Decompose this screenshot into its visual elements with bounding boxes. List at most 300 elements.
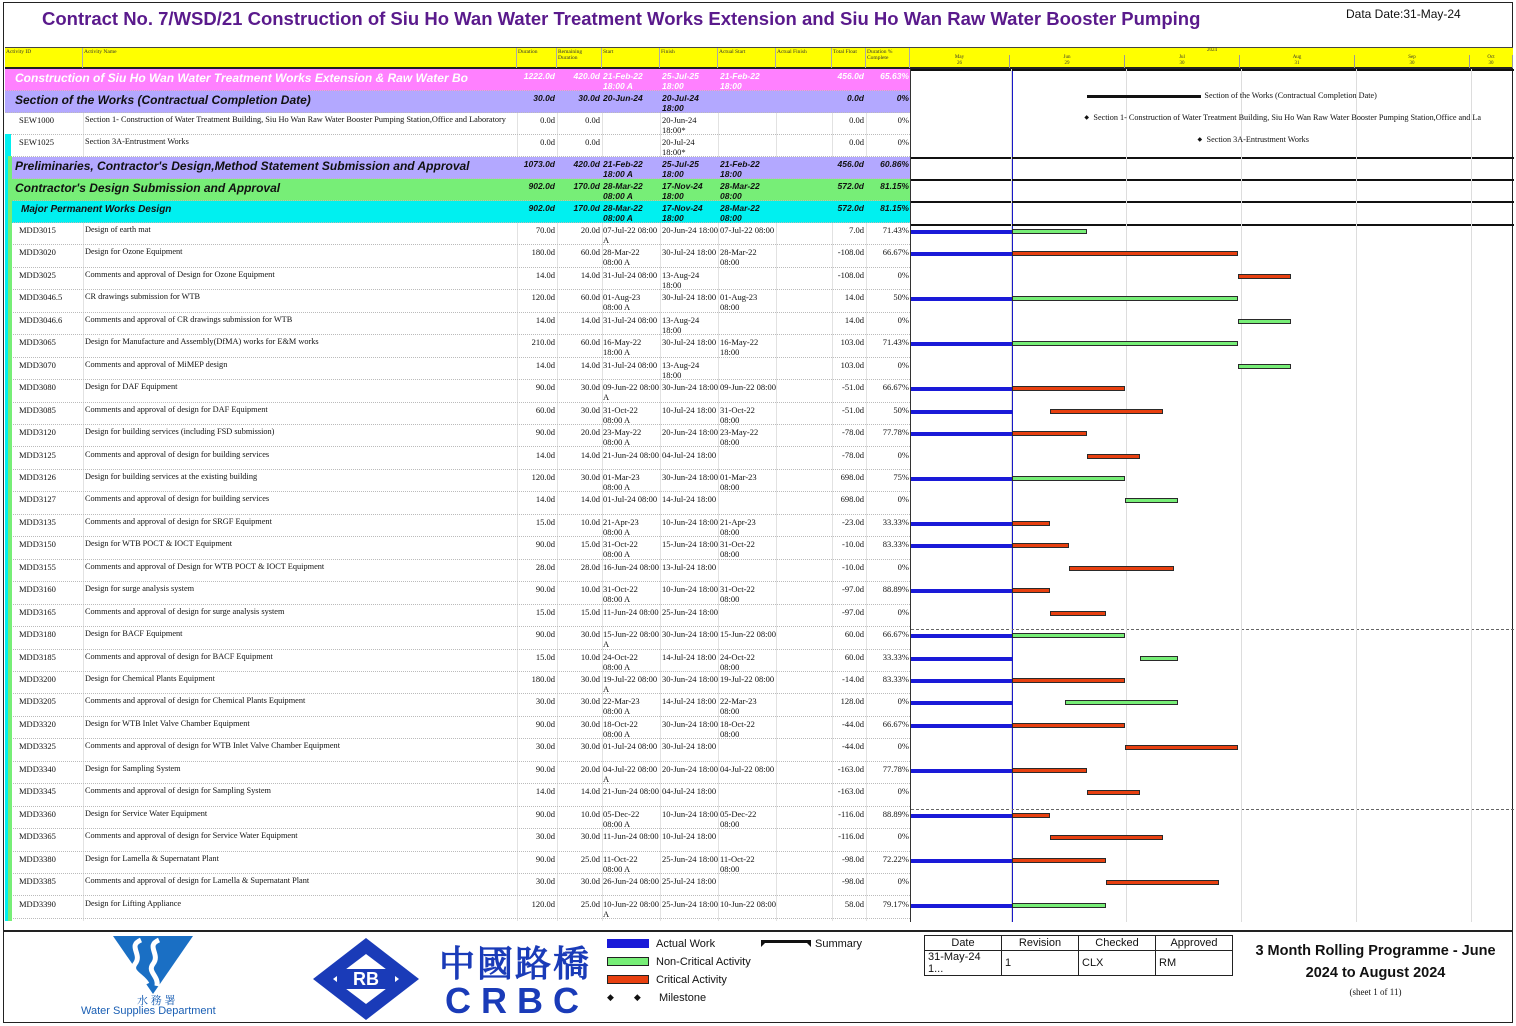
cell-actual-start: 05-Dec-22 08:00 xyxy=(720,808,757,829)
cell-activity-name: CR drawings submission for WTB xyxy=(85,292,201,302)
timeline-month xyxy=(1125,55,1240,68)
cell-start: 11-Jun-24 08:00 xyxy=(603,831,659,842)
activity-row[interactable] xyxy=(5,290,910,312)
activity-row[interactable] xyxy=(5,492,910,514)
rev-checked: CLX xyxy=(1079,951,1156,976)
timeline-month xyxy=(1470,55,1513,68)
cell-actual-start: 09-Jun-22 08:00 xyxy=(720,382,776,393)
cell-start: 18-Oct-22 08:00 A xyxy=(603,718,638,739)
actual-work-bar[interactable] xyxy=(911,657,1012,661)
cell-finish: 14-Jul-24 18:00 xyxy=(662,696,717,707)
milestone-row[interactable] xyxy=(5,113,910,135)
cell-activity-name: Design for WTB POCT & IOCT Equipment xyxy=(85,539,233,549)
cell-remaining: 0.0d xyxy=(585,137,600,147)
activity-row[interactable] xyxy=(5,717,910,739)
activity-row[interactable] xyxy=(5,245,910,267)
cell-remaining: 30.0d xyxy=(580,718,600,729)
cell-activity-name: Design for Manufacture and Assembly(DfMA) works for E&M works xyxy=(85,337,319,347)
cell-actual-start: 28-Mar-22 08:00 xyxy=(720,247,757,268)
cell-activity-name: Design for DAF Equipment xyxy=(85,382,178,392)
wbs-band-name: Major Permanent Works Design xyxy=(21,204,172,215)
non-critical-activity-bar[interactable] xyxy=(1140,656,1178,661)
cell-activity-name: Design for Service Water Equipment xyxy=(85,808,208,818)
activity-row[interactable] xyxy=(5,784,910,806)
rev-header-revision: Revision xyxy=(1002,936,1079,951)
cell-remaining: 10.0d xyxy=(580,584,600,595)
activity-row[interactable] xyxy=(5,672,910,694)
cell-total-float: 0.0d xyxy=(849,115,864,125)
wbs-band-name: Construction of Siu Ho Wan Water Treatment Works Extension & Raw Water Bo xyxy=(15,71,468,85)
col-actual-start[interactable]: Actual Start xyxy=(718,48,776,68)
actual-work-bar[interactable] xyxy=(911,859,1012,863)
cell-finish: 17-Nov-24 18:00 xyxy=(662,181,703,201)
timeline-week-label: 30 xyxy=(1409,61,1415,66)
activity-row[interactable] xyxy=(5,223,910,245)
cell-duration: 15.0d xyxy=(535,606,555,617)
critical-activity-bar[interactable] xyxy=(1012,813,1050,818)
cell-start: 01-Jul-24 08:00 xyxy=(603,494,658,505)
cell-total-float: -78.0d xyxy=(842,427,864,438)
cell-duration: 30.0d xyxy=(535,741,555,752)
cell-total-float: -163.0d xyxy=(837,763,864,774)
cell-activity-name: Comments and approval of design for building services xyxy=(85,494,270,504)
cell-duration-pct: 33.33% xyxy=(882,651,909,662)
cell-start: 05-Dec-22 08:00 A xyxy=(603,808,640,829)
rb-logo-text: RB xyxy=(353,969,379,989)
cell-activity-id: MDD3127 xyxy=(19,494,56,505)
cell-remaining: 15.0d xyxy=(580,539,600,550)
cell-duration-pct: 0% xyxy=(897,696,909,707)
wbs-band-row[interactable] xyxy=(5,201,910,223)
cell-duration: 120.0d xyxy=(531,471,555,482)
activity-row[interactable] xyxy=(5,605,910,627)
cell-actual-start: 15-Jun-22 08:00 xyxy=(720,629,776,640)
cell-duration-pct: 65.63% xyxy=(880,71,909,81)
cell-activity-name: Design of earth mat xyxy=(85,225,151,234)
activity-row[interactable] xyxy=(5,739,910,761)
cell-duration-pct: 88.89% xyxy=(882,584,909,595)
cell-duration-pct: 0% xyxy=(897,314,909,325)
cell-duration: 30.0d xyxy=(535,696,555,707)
cell-total-float: -97.0d xyxy=(842,606,864,617)
cell-duration: 28.0d xyxy=(535,561,555,572)
cell-activity-name: Comments and approval of design for WTB Inlet Valve Chamber Equipment xyxy=(85,741,340,751)
cell-activity-name: Comments and approval of design for BACF Equipment xyxy=(85,651,273,661)
col-remaining[interactable]: Remaining Duration xyxy=(557,48,602,68)
cell-start: 16-Jun-24 08:00 xyxy=(603,561,659,572)
non-critical-activity-bar[interactable] xyxy=(1012,633,1125,638)
page-break-line xyxy=(911,629,1514,630)
cell-remaining: 20.0d xyxy=(580,225,600,235)
cell-total-float: -108.0d xyxy=(837,269,864,280)
non-critical-activity-bar[interactable] xyxy=(1238,364,1291,369)
milestone-label: Section 3A-Entrustment Works xyxy=(1206,135,1309,144)
group-indent-strip xyxy=(8,156,12,921)
activity-row[interactable] xyxy=(5,268,910,290)
activity-row[interactable] xyxy=(5,335,910,357)
cell-duration: 180.0d xyxy=(531,674,555,684)
cell-finish: 30-Jul-24 18:00 xyxy=(662,337,717,348)
cell-activity-id: MDD3070 xyxy=(19,359,56,370)
cell-finish: 30-Jun-24 18:00 xyxy=(662,382,718,393)
cell-remaining: 14.0d xyxy=(580,494,600,505)
cell-total-float: 7.0d xyxy=(849,225,864,235)
cell-remaining: 30.0d xyxy=(580,382,600,393)
cell-start: 19-Jul-22 08:00 A xyxy=(603,674,658,694)
cell-start: 09-Jun-22 08:00 A xyxy=(603,382,659,403)
cell-total-float: -108.0d xyxy=(837,247,864,258)
wsd-chinese-name: 水 務 署 xyxy=(137,995,176,1007)
cell-duration-pct: 0% xyxy=(896,93,909,103)
cell-finish: 30-Jun-24 18:00 xyxy=(662,471,718,482)
col-activity-id[interactable]: Activity ID xyxy=(5,48,83,68)
col-duration[interactable]: Duration xyxy=(517,48,557,68)
cell-start: 24-Oct-22 08:00 A xyxy=(603,651,638,672)
cell-activity-id: SEW1000 xyxy=(19,115,54,125)
critical-activity-bar[interactable] xyxy=(1012,543,1069,548)
band-separator xyxy=(911,224,1514,226)
month-gridline xyxy=(1471,69,1472,922)
cell-total-float: -98.0d xyxy=(842,853,864,864)
activity-row[interactable] xyxy=(5,313,910,335)
band-separator xyxy=(911,201,1514,203)
actual-work-bar[interactable] xyxy=(911,701,1012,705)
activity-row[interactable] xyxy=(5,874,910,896)
cell-finish: 25-Jun-24 18:00 xyxy=(662,853,718,864)
activity-row[interactable] xyxy=(5,537,910,559)
cell-duration-pct: 66.67% xyxy=(882,629,909,640)
activity-row[interactable] xyxy=(5,560,910,582)
activity-row[interactable] xyxy=(5,515,910,537)
cell-duration-pct: 77.78% xyxy=(882,763,909,774)
cell-remaining: 14.0d xyxy=(580,314,600,325)
band-separator xyxy=(911,179,1514,181)
activity-row[interactable] xyxy=(5,694,910,716)
cell-actual-start: 10-Jun-22 08:00 xyxy=(720,898,776,909)
critical-activity-bar[interactable] xyxy=(1050,611,1107,616)
cell-activity-id: MDD3046.5 xyxy=(19,292,63,303)
legend-milestone-label: Milestone xyxy=(659,992,707,1004)
cell-activity-id: MDD3200 xyxy=(19,674,56,684)
cell-remaining: 30.0d xyxy=(580,404,600,415)
cell-activity-name: Design for building services (including FSD submission) xyxy=(85,427,275,437)
cell-start: 21-Feb-22 18:00 A xyxy=(603,71,643,91)
cell-remaining: 420.0d xyxy=(573,71,600,81)
cell-activity-id: MDD3320 xyxy=(19,718,56,729)
cell-duration: 0.0d xyxy=(540,115,555,125)
cell-finish: 10-Jun-24 18:00 xyxy=(662,516,718,527)
actual-work-bar[interactable] xyxy=(911,410,1012,414)
cell-duration: 30.0d xyxy=(535,831,555,842)
cell-start: 21-Jun-24 08:00 xyxy=(603,449,659,460)
actual-work-bar[interactable] xyxy=(911,387,1012,391)
cell-total-float: -44.0d xyxy=(842,741,864,752)
activity-row[interactable] xyxy=(5,829,910,851)
rb-logo-icon xyxy=(311,936,421,1022)
cell-start: 23-May-22 08:00 A xyxy=(603,427,642,448)
col-total-float[interactable]: Total Float xyxy=(832,48,866,68)
cell-start: 01-Jul-24 08:00 xyxy=(603,741,658,752)
cell-duration: 120.0d xyxy=(531,898,555,909)
actual-work-bar[interactable] xyxy=(911,432,1012,436)
cell-duration-pct: 75% xyxy=(893,471,909,482)
rev-header-date: Date xyxy=(925,936,1002,951)
activity-row[interactable] xyxy=(5,358,910,380)
cell-actual-start: 21-Feb-22 18:00 xyxy=(720,71,760,91)
cell-activity-name: Comments and approval of design for Lamella & Supernatant Plant xyxy=(85,876,310,886)
critical-activity-bar[interactable] xyxy=(1069,566,1175,571)
cell-activity-id: MDD3360 xyxy=(19,808,56,819)
cell-total-float: -10.0d xyxy=(842,539,864,550)
wbs-band-row[interactable] xyxy=(5,157,910,179)
cell-actual-start: 19-Jul-22 08:00 xyxy=(720,674,775,684)
cell-duration-pct: 81.15% xyxy=(880,181,909,191)
activity-row[interactable] xyxy=(5,762,910,784)
critical-activity-bar[interactable] xyxy=(1087,790,1140,795)
cell-duration-pct: 71.43% xyxy=(882,337,909,348)
cell-total-float: 0.0d xyxy=(849,137,864,147)
activity-row[interactable] xyxy=(5,852,910,874)
cell-duration-pct: 0% xyxy=(897,115,909,125)
activity-row[interactable] xyxy=(5,448,910,470)
critical-activity-bar[interactable] xyxy=(1106,880,1219,885)
actual-work-bar[interactable] xyxy=(911,477,1012,481)
cell-finish: 15-Jun-24 18:00 xyxy=(662,539,718,550)
actual-work-bar[interactable] xyxy=(911,769,1012,773)
cell-activity-id: MDD3345 xyxy=(19,786,56,797)
col-actual-finish[interactable]: Actual Finish xyxy=(776,48,832,68)
cell-start: 21-Apr-23 08:00 A xyxy=(603,516,639,537)
non-critical-activity-bar[interactable] xyxy=(1125,498,1178,503)
cell-start: 07-Jul-22 08:00 A xyxy=(603,225,658,245)
cell-finish: 25-Jun-24 18:00 xyxy=(662,898,718,909)
cell-remaining: 20.0d xyxy=(580,427,600,438)
timeline-week-label: 29 xyxy=(1064,61,1070,66)
actual-work-bar[interactable] xyxy=(911,252,1012,256)
non-critical-activity-bar[interactable] xyxy=(1012,296,1238,301)
cell-total-float: 456.0d xyxy=(837,71,864,81)
activity-row[interactable] xyxy=(5,582,910,604)
col-finish[interactable]: Finish xyxy=(660,48,718,68)
timeline-week-label: 30 xyxy=(1488,61,1494,66)
milestone-icon[interactable]: ◆ xyxy=(1084,115,1090,121)
activity-row[interactable] xyxy=(5,380,910,402)
milestone-icon[interactable]: ◆ xyxy=(1197,137,1203,143)
band-separator xyxy=(911,69,1514,71)
rev-number: 1 xyxy=(1002,951,1079,976)
cell-start: 31-Oct-22 08:00 A xyxy=(603,539,638,560)
cell-remaining: 30.0d xyxy=(580,741,600,752)
cell-duration: 60.0d xyxy=(535,404,555,415)
cell-finish: 20-Jun-24 18:00 xyxy=(662,225,718,235)
cell-finish: 20-Jun-24 18:00* xyxy=(662,115,697,135)
cell-finish: 04-Jul-24 18:00 xyxy=(662,449,717,460)
activity-row[interactable] xyxy=(5,650,910,672)
wbs-band-row[interactable] xyxy=(5,91,910,113)
cell-remaining: 14.0d xyxy=(580,449,600,460)
cell-total-float: 14.0d xyxy=(844,314,864,325)
cell-duration-pct: 33.33% xyxy=(882,516,909,527)
cell-activity-name: Design for Ozone Equipment xyxy=(85,247,183,257)
critical-activity-bar[interactable] xyxy=(1012,768,1087,773)
critical-activity-bar[interactable] xyxy=(1012,386,1125,391)
actual-work-bar[interactable] xyxy=(911,522,1012,526)
cell-finish: 20-Jul-24 18:00 xyxy=(662,93,699,113)
timeline-month-label: Aug xyxy=(1292,55,1302,60)
wbs-band-row[interactable] xyxy=(5,179,910,201)
critical-activity-bar[interactable] xyxy=(1012,521,1050,526)
cell-activity-name: Comments and approval of design for Sampling System xyxy=(85,786,271,796)
cell-total-float: 103.0d xyxy=(840,359,864,370)
cell-start: 10-Jun-22 08:00 A xyxy=(603,898,659,919)
critical-activity-bar[interactable] xyxy=(1238,274,1291,279)
actual-work-bar[interactable] xyxy=(911,230,1012,234)
cell-start: 21-Jun-24 08:00 xyxy=(603,786,659,797)
summary-bar[interactable] xyxy=(1087,95,1200,98)
critical-activity-bar[interactable] xyxy=(1050,409,1163,414)
cell-activity-name: Comments and approval of Design for WTB POCT & IOCT Equipment xyxy=(85,561,325,571)
cell-total-float: -14.0d xyxy=(842,674,864,684)
col-activity-name[interactable]: Activity Name xyxy=(83,48,517,68)
timeline-header xyxy=(910,48,1513,68)
activity-row[interactable] xyxy=(5,807,910,829)
cell-finish: 30-Jun-24 18:00 xyxy=(662,674,718,684)
actual-work-bar[interactable] xyxy=(911,814,1012,818)
cell-duration: 90.0d xyxy=(535,853,555,864)
timeline-week-label: 26 xyxy=(957,61,962,66)
non-critical-activity-bar[interactable] xyxy=(1012,476,1125,481)
critical-activity-bar[interactable] xyxy=(1012,678,1125,683)
critical-activity-bar[interactable] xyxy=(1012,431,1087,436)
cell-total-float: -51.0d xyxy=(842,404,864,415)
cell-finish: 25-Jul-25 18:00 xyxy=(662,71,699,91)
cell-activity-name: Comments and approval of Design for Ozone Equipment xyxy=(85,269,275,279)
cell-finish: 20-Jul-24 18:00* xyxy=(662,137,695,157)
actual-work-bar[interactable] xyxy=(911,589,1012,593)
cell-remaining: 14.0d xyxy=(580,786,600,797)
actual-work-bar[interactable] xyxy=(911,342,1012,346)
cell-activity-name: Design for WTB Inlet Valve Chamber Equipment xyxy=(85,718,250,728)
cell-remaining: 20.0d xyxy=(580,763,600,774)
cell-total-float: -97.0d xyxy=(842,584,864,595)
cell-duration-pct: 66.67% xyxy=(882,247,909,258)
critical-activity-bar[interactable] xyxy=(1125,745,1238,750)
non-critical-activity-bar[interactable] xyxy=(1012,903,1106,908)
cell-activity-name: Comments and approval of design for SRGF Equipment xyxy=(85,516,272,526)
col-duration-pct[interactable]: Duration % Complete xyxy=(866,48,910,68)
cell-total-float: 572.0d xyxy=(837,203,864,213)
rev-header-approved: Approved xyxy=(1156,936,1233,951)
cell-duration: 120.0d xyxy=(531,292,555,303)
cell-duration: 14.0d xyxy=(535,786,555,797)
non-critical-activity-bar[interactable] xyxy=(1012,341,1238,346)
cell-activity-id: MDD3340 xyxy=(19,763,56,774)
cell-start: 04-Jul-22 08:00 A xyxy=(603,763,658,784)
cell-total-float: 128.0d xyxy=(840,696,864,707)
milestone-row[interactable] xyxy=(5,135,910,157)
cell-duration: 180.0d xyxy=(531,247,555,258)
cell-remaining: 170.0d xyxy=(573,181,600,191)
critical-activity-bar[interactable] xyxy=(1012,251,1238,256)
month-gridline xyxy=(1356,69,1357,922)
timeline-month-label: May xyxy=(954,55,965,60)
cell-activity-name: Design for building services at the existing building xyxy=(85,471,258,481)
page-break-line xyxy=(911,809,1514,810)
actual-work-bar[interactable] xyxy=(911,904,1012,908)
cell-start: 20-Jun-24 xyxy=(603,93,643,103)
cell-finish: 25-Jul-25 18:00 xyxy=(662,159,699,179)
cell-finish: 13-Aug-24 18:00 xyxy=(662,269,700,290)
cell-actual-start: 18-Oct-22 08:00 xyxy=(720,718,755,739)
actual-work-bar[interactable] xyxy=(911,634,1012,638)
cell-start: 01-Mar-23 08:00 A xyxy=(603,471,640,492)
cell-activity-id: MDD3020 xyxy=(19,247,56,258)
cell-activity-name: Comments and approval of CR drawings submission for WTB xyxy=(85,314,293,324)
cell-total-float: 698.0d xyxy=(840,471,864,482)
cell-remaining: 30.0d xyxy=(580,674,600,684)
actual-work-bar[interactable] xyxy=(911,679,1012,683)
cell-actual-start: 22-Mar-23 08:00 xyxy=(720,696,757,717)
cell-remaining: 30.0d xyxy=(580,696,600,707)
schedule-grid xyxy=(5,47,1513,923)
critical-activity-bar[interactable] xyxy=(1012,723,1125,728)
cell-start: 26-Jun-24 08:00 xyxy=(603,876,659,887)
cell-activity-name: Comments and approval of design for surge analysis system xyxy=(85,606,285,616)
legend-summary-label: Summary xyxy=(815,938,863,950)
non-critical-activity-bar[interactable] xyxy=(1012,229,1087,234)
cell-duration-pct: 88.89% xyxy=(882,808,909,819)
cell-remaining: 30.0d xyxy=(578,93,600,103)
cell-activity-name: Section 1- Construction of Water Treatment Building, Siu Ho Wan Raw Water Booster Pumping Station,Office and Laboratory xyxy=(85,115,506,124)
cell-duration-pct: 0% xyxy=(897,359,909,370)
cell-duration: 90.0d xyxy=(535,763,555,774)
rev-date: 31-May-24 1... xyxy=(925,951,1002,976)
wsd-english-name: Water Supplies Department xyxy=(81,1005,216,1017)
critical-activity-bar[interactable] xyxy=(1012,588,1050,593)
legend-crit-label: Critical Activity xyxy=(656,974,727,986)
cell-duration: 90.0d xyxy=(535,808,555,819)
cell-activity-name: Comments and approval of design for Service Water Equipment xyxy=(85,831,298,841)
activity-row[interactable] xyxy=(5,627,910,649)
activity-row[interactable] xyxy=(5,897,910,919)
activity-row[interactable] xyxy=(5,425,910,447)
timeline-month-label: Sep xyxy=(1408,55,1416,60)
critical-activity-bar[interactable] xyxy=(1050,835,1163,840)
non-critical-activity-bar[interactable] xyxy=(1065,700,1178,705)
timeline-month xyxy=(1240,55,1355,68)
cell-duration-pct: 0% xyxy=(897,606,909,617)
critical-activity-bar[interactable] xyxy=(1087,454,1140,459)
actual-work-bar[interactable] xyxy=(911,544,1012,548)
actual-work-bar[interactable] xyxy=(911,297,1012,301)
activity-row[interactable] xyxy=(5,403,910,425)
cell-duration: 90.0d xyxy=(535,539,555,550)
critical-activity-bar[interactable] xyxy=(1012,858,1106,863)
column-header-row xyxy=(5,47,1513,69)
actual-work-bar[interactable] xyxy=(911,724,1012,728)
wbs-band-row[interactable] xyxy=(5,69,910,91)
cell-finish: 17-Nov-24 18:00 xyxy=(662,203,703,223)
cell-actual-start: 28-Mar-22 08:00 xyxy=(720,181,760,201)
cell-duration: 902.0d xyxy=(528,181,555,191)
cell-activity-id: MDD3385 xyxy=(19,876,56,887)
non-critical-activity-bar[interactable] xyxy=(1238,319,1291,324)
cell-activity-id: MDD3160 xyxy=(19,584,56,595)
cell-total-float: 14.0d xyxy=(844,292,864,303)
cell-duration: 15.0d xyxy=(535,651,555,662)
col-start[interactable]: Start xyxy=(602,48,660,68)
activity-row[interactable] xyxy=(5,470,910,492)
